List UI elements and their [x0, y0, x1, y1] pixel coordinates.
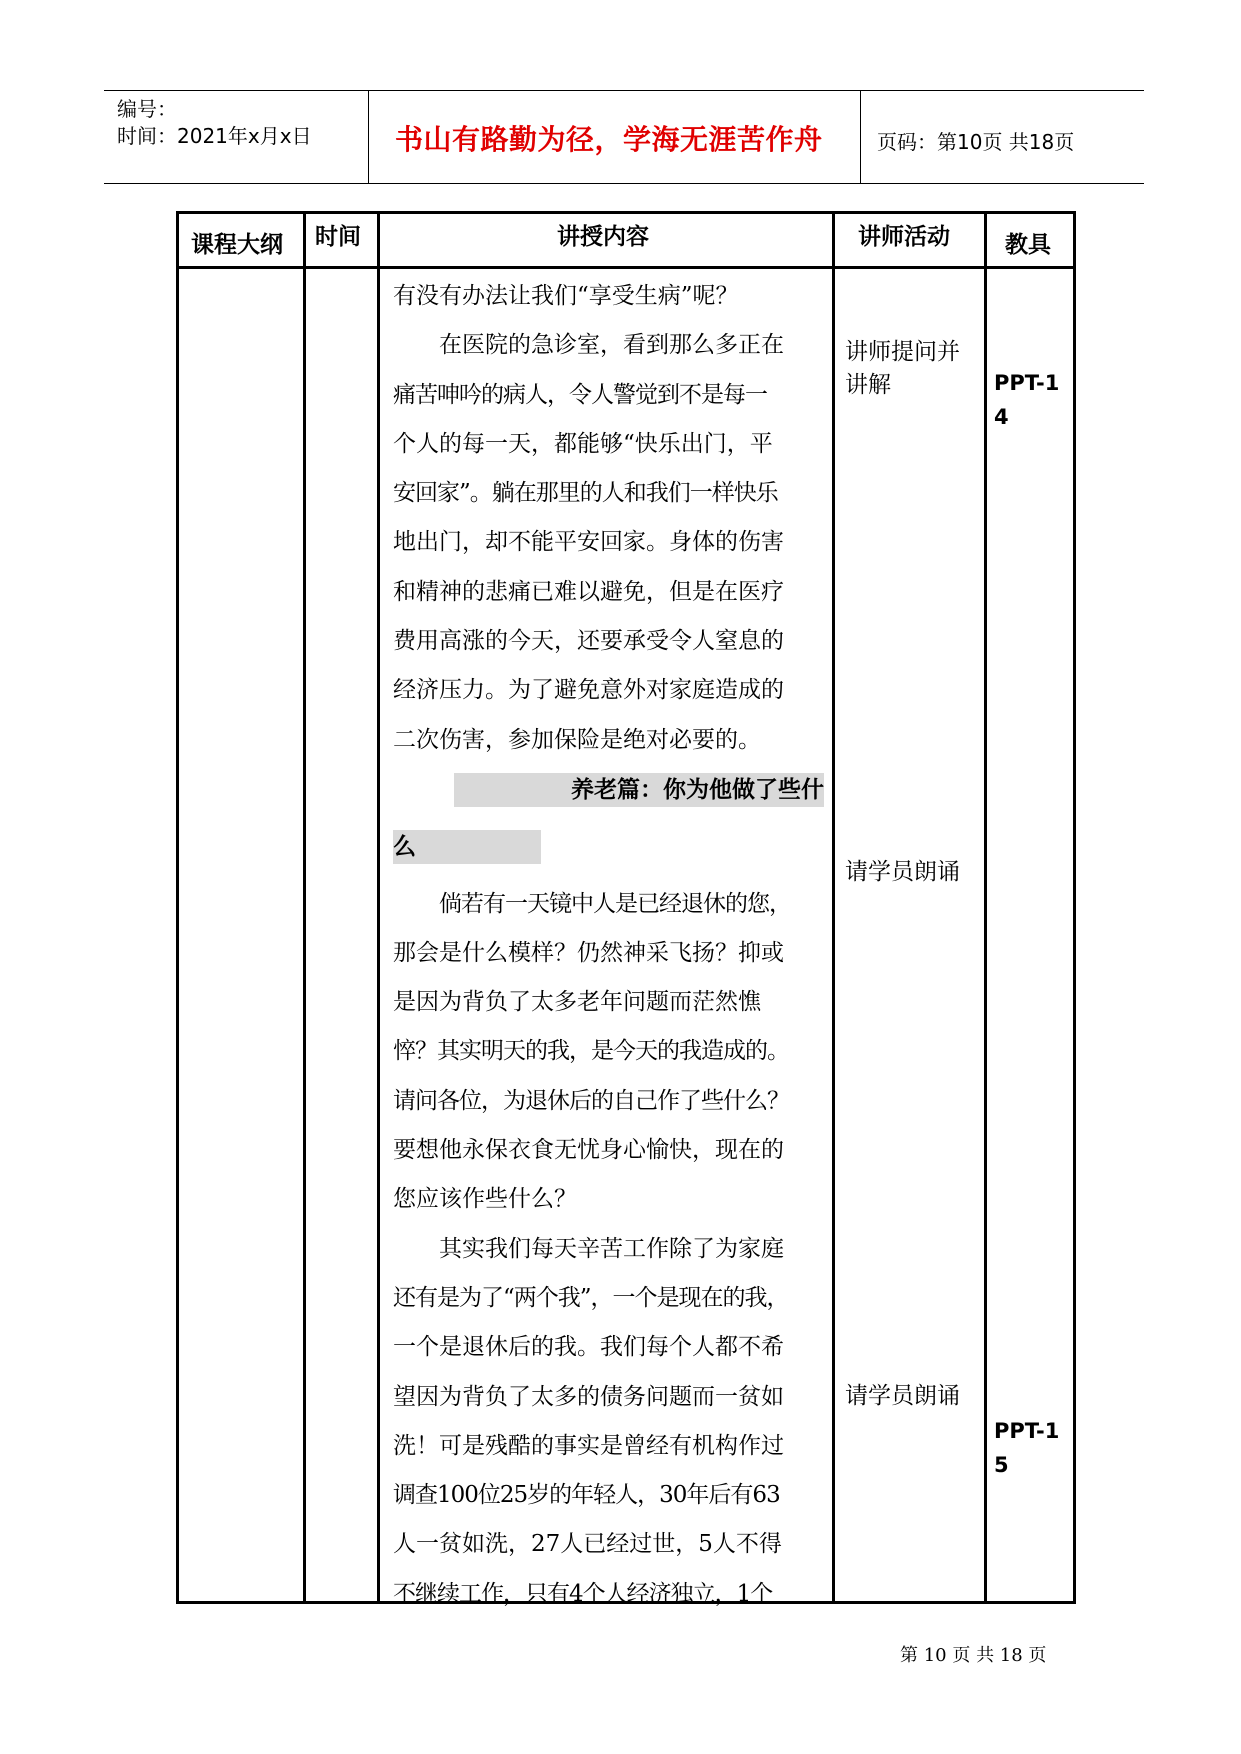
content-line: 费用高涨的今天，还要承受令人窒息的: [393, 628, 784, 655]
col-divider-4: [984, 214, 987, 1601]
lesson-table: [176, 211, 1076, 1607]
section-title-line: [393, 773, 823, 822]
section-title-line: [393, 830, 823, 879]
activity-line: 讲师提问并: [845, 339, 960, 365]
col-divider-2: [377, 214, 380, 1601]
content-line: 请问各位，为退休后的自己作了些什么？: [393, 1087, 789, 1114]
header-divider-right: [860, 90, 861, 184]
activity-recite-1: 请学员朗诵: [845, 859, 960, 885]
header-divider-left: [368, 90, 369, 184]
lecture-content: [393, 272, 823, 1619]
header-time-label: 时间：2021年x月x日: [117, 124, 312, 148]
content-line: 二次伤害，参加保险是绝对必要的。: [393, 726, 761, 753]
column-header-content: 讲授内容: [557, 224, 649, 250]
content-line: 有没有办法让我们“享受生病”呢？: [393, 283, 739, 309]
content-line: 在医院的急诊室，看到那么多正在: [439, 332, 784, 359]
header-motto: 书山有路勤为径，学海无涯苦作舟: [395, 123, 823, 156]
content-line: 不继续工作，只有4个人经济独立，1个: [393, 1580, 773, 1607]
col-divider-3: [832, 214, 835, 1601]
content-line: 您应该作些什么？: [393, 1186, 577, 1213]
tool-ppt-15: [994, 1414, 1059, 1482]
section-title-pension-cont: 么: [393, 830, 541, 864]
content-line: 调查100位25岁的年轻人，30年后有63: [393, 1482, 780, 1509]
footer-page-number: 第 10 页 共 18 页: [900, 1645, 1047, 1666]
tool-line: 4: [994, 405, 1009, 429]
content-line: 痛苦呻吟的病人，令人警觉到不是每一: [393, 381, 767, 408]
activity-question-explain: [845, 336, 960, 402]
content-line: 是因为背负了太多老年问题而茫然憔: [393, 989, 761, 1016]
content-line: 安回家”。躺在那里的人和我们一样快乐: [393, 480, 778, 507]
content-line: 地出门，却不能平安回家。身体的伤害: [393, 529, 784, 556]
header-row-divider: [179, 266, 1073, 269]
content-line: 要想他永保衣食无忧身心愉快，现在的: [393, 1137, 784, 1164]
tool-ppt-14: [994, 366, 1059, 434]
section-title-pension: 养老篇：你为他做了些什: [454, 773, 824, 807]
content-line: 个人的每一天，都能够“快乐出门，平: [393, 430, 773, 457]
column-header-tools: 教具: [1005, 232, 1051, 258]
column-header-outline: 课程大纲: [191, 232, 283, 258]
col-divider-1: [303, 214, 306, 1601]
column-header-activity: 讲师活动: [858, 224, 950, 250]
column-header-time: 时间: [315, 224, 361, 250]
activity-recite-2: 请学员朗诵: [845, 1383, 960, 1409]
header-top-rule: [104, 90, 1144, 91]
content-line: 悴？其实明天的我，是今天的我造成的。: [393, 1038, 789, 1065]
content-line: 一个是退休后的我。我们每个人都不希: [393, 1334, 784, 1361]
tool-line: PPT-1: [994, 1419, 1060, 1443]
header-bottom-rule: [104, 183, 1144, 184]
tool-line: PPT-1: [994, 371, 1060, 395]
activity-line: 讲解: [845, 372, 891, 398]
content-line: 其实我们每天辛苦工作除了为家庭: [439, 1235, 784, 1262]
content-line: 望因为背负了太多的债务问题而一贫如: [393, 1383, 784, 1410]
content-line: 还有是为了“两个我”，一个是现在的我，: [393, 1284, 789, 1311]
header-page-info: 页码：第10页 共18页: [877, 130, 1075, 154]
tool-line: 5: [994, 1453, 1009, 1477]
header-number-label: 编号：: [117, 97, 177, 121]
content-line: 那会是什么模样？仍然神采飞扬？抑或: [393, 939, 784, 966]
content-line: 和精神的悲痛已难以避免，但是在医疗: [393, 578, 784, 605]
content-line: 经济压力。为了避免意外对家庭造成的: [393, 677, 784, 704]
content-line: 人一贫如洗，27人已经过世，5人不得: [393, 1531, 782, 1558]
content-line: 倘若有一天镜中人是已经退休的您，: [439, 890, 791, 917]
content-line: 洗！可是残酷的事实是曾经有机构作过: [393, 1432, 784, 1459]
